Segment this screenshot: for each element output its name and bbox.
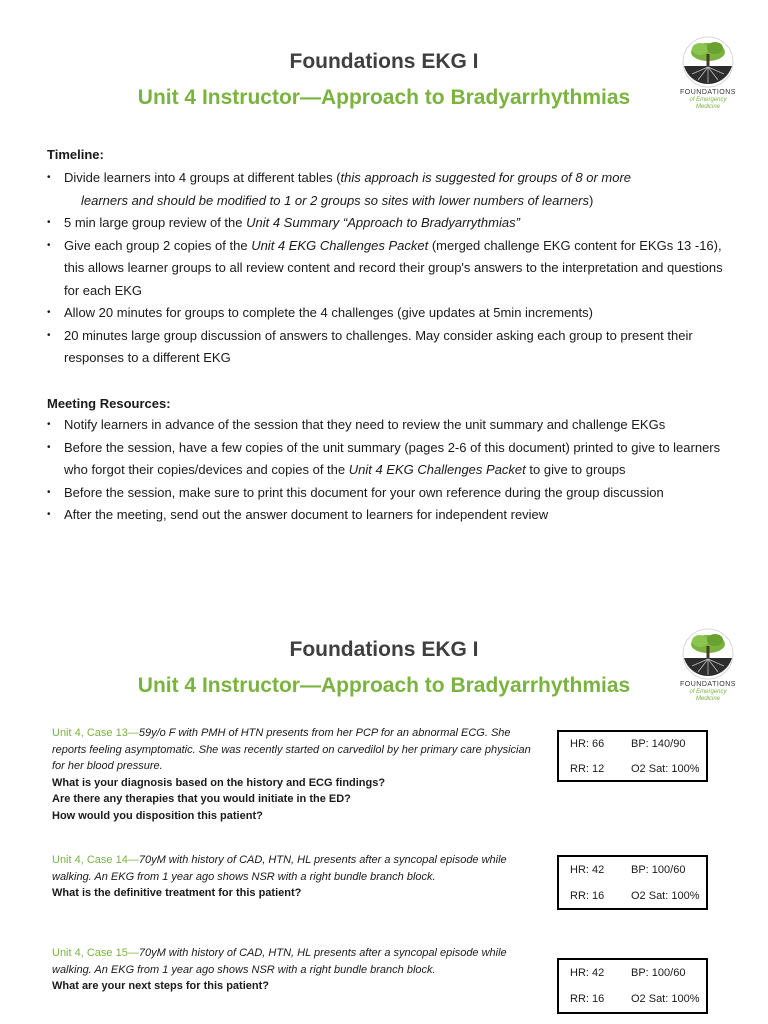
timeline-heading: Timeline: bbox=[47, 147, 104, 162]
logo-name: FOUNDATIONS bbox=[680, 89, 736, 96]
case-14: Unit 4, Case 14—70yM with history of CAD, HTN, HL presents after a syncopal episode while walking. An EKG from 1 year ago shows NSR with a right bundle branch block. What is the definitive treatment for this patient? bbox=[52, 852, 532, 902]
case-question: How would you disposition this patient? bbox=[52, 809, 263, 822]
rr-value: RR: 12 bbox=[570, 763, 605, 775]
logo-tagline: of Emergency Medicine bbox=[689, 689, 727, 702]
hr-value: HR: 42 bbox=[570, 864, 605, 876]
vitals-box bbox=[557, 730, 708, 782]
list-item: • 20 minutes large group discussion of answers to challenges. May consider asking each group to present their responses to a different EKG bbox=[47, 325, 737, 370]
rr-value: RR: 16 bbox=[570, 993, 605, 1005]
o2-value: O2 Sat: 100% bbox=[631, 993, 700, 1005]
case-13: Unit 4, Case 13—59y/o F with PMH of HTN presents from her PCP for an abnormal ECG. She reports feeling asymptomatic. She was recently started on carvedilol by her primary care physician for her blood pressure. What is your diagnosis based on the history and ECG findings? Are there any therapies that you would initiate in the ED? How would you disposition this patient? bbox=[52, 725, 532, 824]
bp-value: BP: 140/90 bbox=[631, 738, 686, 750]
case-question: Are there any therapies that you would initiate in the ED? bbox=[52, 793, 351, 805]
resources-heading: Meeting Resources: bbox=[47, 396, 171, 411]
case-question: What are your next steps for this patient? bbox=[52, 980, 269, 992]
page-subtitle: Unit 4 Instructor—Approach to Bradyarrhythmias bbox=[137, 86, 631, 109]
list-item: • After the meeting, send out the answer document to learners for independent review bbox=[47, 504, 737, 527]
case-question: What is your diagnosis based on the history and ECG findings? bbox=[52, 776, 386, 789]
foundations-logo-2 bbox=[680, 628, 736, 703]
list-item: • Notify learners in advance of the session that they need to review the unit summary and challenge EKGs bbox=[47, 414, 737, 437]
list-item: • Give each group 2 copies of the Unit 4 EKG Challenges Packet (merged challenge EKG content for EKGs 13 -16), this allows learner groups to all review content and record their group's answers to the interpretation and questions for each EKG bbox=[47, 235, 737, 303]
page-title: Foundations EKG I bbox=[289, 50, 479, 73]
vitals-box bbox=[557, 855, 708, 910]
tree-logo-icon bbox=[680, 628, 736, 680]
list-item: • Divide learners into 4 groups at different tables (this approach is suggested for groups of 8 or more learners and should be modified to 1 or 2 groups so sites with lower numbers of learners) bbox=[47, 167, 737, 212]
list-item: • Before the session, have a few copies of the unit summary (pages 2-6 of this document) printed to give to learners who forgot their copies/devices and copies of the Unit 4 EKG Challenges Packet to give to groups bbox=[47, 437, 737, 482]
resources-list bbox=[47, 414, 737, 527]
page2-title: Foundations EKG I bbox=[289, 638, 479, 661]
tree-logo-icon bbox=[680, 36, 736, 88]
rr-value: RR: 16 bbox=[570, 890, 605, 902]
logo-tagline: of Emergency Medicine bbox=[689, 97, 727, 110]
o2-value: O2 Sat: 100% bbox=[631, 763, 700, 775]
bp-value: BP: 100/60 bbox=[631, 967, 686, 979]
hr-value: HR: 42 bbox=[570, 967, 605, 979]
logo-name: FOUNDATIONS bbox=[680, 681, 736, 688]
foundations-logo bbox=[680, 36, 736, 111]
hr-value: HR: 66 bbox=[570, 738, 605, 750]
timeline-list bbox=[47, 167, 737, 370]
list-item: • 5 min large group review of the Unit 4 Summary “Approach to Bradyarrythmias” bbox=[47, 212, 737, 235]
case-15: Unit 4, Case 15—70yM with history of CAD, HTN, HL presents after a syncopal episode while walking. An EKG from 1 year ago shows NSR with a right bundle branch block. What are your next steps for this patient? bbox=[52, 945, 532, 995]
list-item: • Allow 20 minutes for groups to complete the 4 challenges (give updates at 5min increments) bbox=[47, 302, 737, 325]
list-item: • Before the session, make sure to print this document for your own reference during the group discussion bbox=[47, 482, 737, 505]
vitals-box bbox=[557, 958, 708, 1014]
bp-value: BP: 100/60 bbox=[631, 864, 686, 876]
case-question: What is the definitive treatment for this patient? bbox=[52, 887, 302, 899]
page2-subtitle: Unit 4 Instructor—Approach to Bradyarrhythmias bbox=[137, 674, 631, 697]
o2-value: O2 Sat: 100% bbox=[631, 890, 700, 902]
